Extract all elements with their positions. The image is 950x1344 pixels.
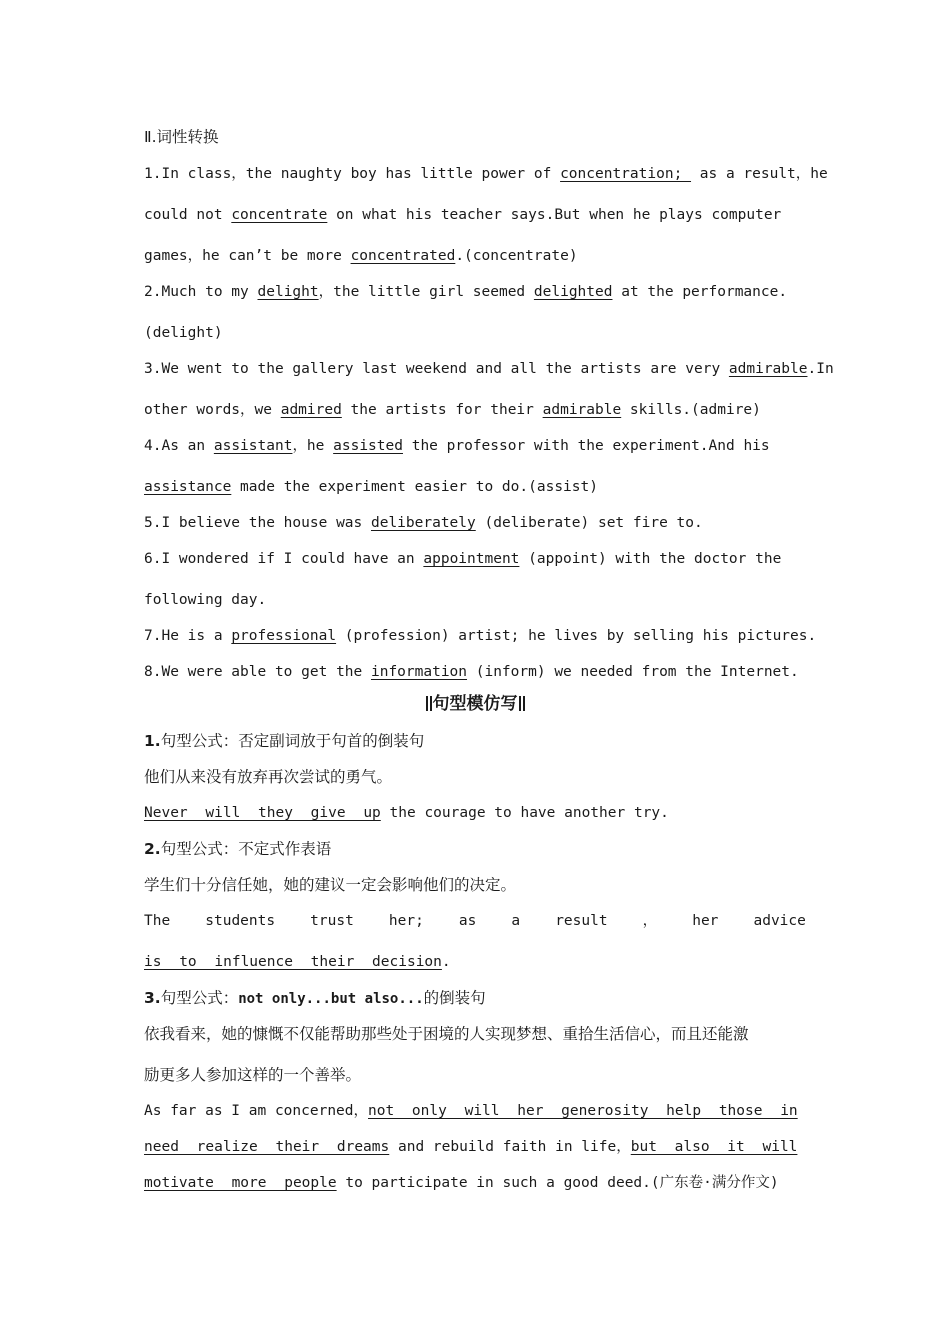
pattern3-formula xyxy=(144,988,486,1009)
word: as xyxy=(458,913,477,929)
q4-line-1 xyxy=(144,436,770,456)
section-ii-title: Ⅱ.词性转换 xyxy=(144,128,219,146)
q2-number: 2. xyxy=(144,284,162,300)
q4-answer-2: assisted xyxy=(333,438,403,454)
q4-answer-3: assistance xyxy=(144,479,232,495)
pattern3-formula-text: 的倒装句 xyxy=(423,989,486,1007)
heading-bar-left-2 xyxy=(430,696,432,711)
pattern1-formula xyxy=(144,731,424,751)
q2-line-1 xyxy=(144,282,787,302)
pattern3-answer-1: not only will her generosity help those in xyxy=(368,1103,798,1119)
pattern1-number: 1. xyxy=(144,732,161,750)
q1-text: as a result，he xyxy=(691,166,828,182)
q1-line-1 xyxy=(144,164,828,184)
word: result xyxy=(555,913,608,929)
pattern3-chinese-line-1: 依我看来，她的慷慨不仅能帮助那些处于困境的人实现梦想、重拾生活信心，而且还能激 xyxy=(144,1025,749,1043)
q6-line-2: following day. xyxy=(144,592,267,608)
pattern1-text: the courage to have another try. xyxy=(380,805,669,821)
pattern2-number: 2. xyxy=(144,840,161,858)
pattern3-english-line-1 xyxy=(144,1101,798,1121)
q4-line-2 xyxy=(144,477,598,497)
q7-line xyxy=(144,626,816,646)
word: students xyxy=(205,913,276,929)
pattern3-english-line-3 xyxy=(144,1173,779,1193)
pattern2-english-line-2 xyxy=(144,952,451,972)
q6-answer: appointment xyxy=(423,551,520,567)
q3-number: 3. xyxy=(144,361,162,377)
pattern1-answer: Never will they give up xyxy=(144,805,381,821)
pattern3-answer-3: but also it will xyxy=(630,1139,798,1155)
q1-text: .(concentrate) xyxy=(455,248,578,264)
word: her; xyxy=(388,913,424,929)
pattern2-formula xyxy=(144,839,331,859)
q1-text: could not xyxy=(144,207,232,223)
q7-number: 7. xyxy=(144,628,162,644)
q5-number: 5. xyxy=(144,515,162,531)
q2-text: Much to my xyxy=(161,284,258,300)
pattern3-answer-4: motivate more people xyxy=(144,1175,337,1191)
q3-answer-1: admirable xyxy=(728,361,808,377)
pattern3-number: 3. xyxy=(144,989,161,1007)
q3-text: skills.(admire) xyxy=(621,402,761,418)
pattern2-english-line-1 xyxy=(144,911,806,931)
q7-text: He is a xyxy=(161,628,232,644)
q5-line xyxy=(144,513,703,533)
pattern3-text: As far as I am concerned， xyxy=(144,1103,369,1119)
word: The xyxy=(144,913,171,929)
q6-text: I wondered if I could have an xyxy=(161,551,424,567)
q2-line-2: (delight) xyxy=(144,325,223,341)
q3-answer-3: admirable xyxy=(542,402,622,418)
q3-line-2 xyxy=(144,400,761,420)
word: ， xyxy=(642,913,658,929)
q4-text: made the experiment easier to do.(assist) xyxy=(231,479,598,495)
pattern3-formula-text: 句型公式： xyxy=(160,989,239,1007)
heading-bar-right xyxy=(519,696,521,711)
q1-line-3 xyxy=(144,246,578,266)
q4-text: the professor with the experiment.And his xyxy=(402,438,770,454)
word: a xyxy=(511,913,521,929)
q3-text: .In xyxy=(807,361,834,377)
pattern2-formula-text: 句型公式：不定式作表语 xyxy=(160,840,332,858)
q3-line-1 xyxy=(144,359,834,379)
q6-line-1 xyxy=(144,549,781,569)
q4-text: As an xyxy=(161,438,214,454)
q3-text: other words，we xyxy=(144,402,281,418)
q7-answer: professional xyxy=(231,628,337,644)
q7-text: (profession) artist; he lives by selling his pictures. xyxy=(336,628,817,644)
pattern3-answer-2: need realize their dreams xyxy=(144,1139,390,1155)
pattern2-answer: is to influence their decision xyxy=(144,954,442,970)
q5-answer: deliberately xyxy=(370,515,476,531)
q8-text: We were able to get the xyxy=(161,664,371,680)
q8-line xyxy=(144,662,799,682)
q1-line-2 xyxy=(144,205,781,225)
q4-answer-1: assistant xyxy=(213,438,293,454)
pattern2-text: . xyxy=(441,954,451,970)
q3-text: We went to the gallery last weekend and all the artists are very xyxy=(161,361,729,377)
section-heading xyxy=(0,693,950,715)
q1-text: on what his teacher says.But when he plays computer xyxy=(327,207,782,223)
q8-number: 8. xyxy=(144,664,162,680)
word: trust xyxy=(310,913,354,929)
pattern1-chinese: 他们从来没有放弃再次尝试的勇气。 xyxy=(144,768,393,786)
pattern2-chinese: 学生们十分信任她，她的建议一定会影响他们的决定。 xyxy=(144,876,517,894)
q2-text: at the performance. xyxy=(612,284,788,300)
q2-answer-2: delighted xyxy=(533,284,613,300)
pattern3-english-line-2 xyxy=(144,1137,797,1157)
section-heading-text: 句型模仿写 xyxy=(432,694,518,714)
pattern1-english xyxy=(144,803,669,823)
word: advice xyxy=(753,913,806,929)
q1-answer-3: concentrated xyxy=(350,248,456,264)
q2-answer-1: delight xyxy=(257,284,319,300)
q8-answer: information xyxy=(370,664,468,680)
heading-bar-right-2 xyxy=(523,696,525,711)
pattern3-chinese-line-2: 励更多人参加这样的一个善举。 xyxy=(144,1066,362,1084)
q1-text: games，he can’t be more xyxy=(144,248,351,264)
heading-bar-left xyxy=(426,696,428,711)
pattern3-formula-english: not only...but also... xyxy=(238,991,424,1007)
q6-text: (appoint) with the doctor the xyxy=(519,551,782,567)
q1-answer-2: concentrate xyxy=(231,207,328,223)
q6-number: 6. xyxy=(144,551,162,567)
q2-text: ，the little girl seemed xyxy=(318,284,534,300)
pattern1-formula-text: 句型公式：否定副词放于句首的倒装句 xyxy=(160,732,425,750)
q8-text: (inform) we needed from the Internet. xyxy=(467,664,799,680)
q1-answer-1: concentration; xyxy=(560,166,692,182)
pattern3-text: and rebuild faith in life， xyxy=(389,1139,631,1155)
q3-text: the artists for their xyxy=(341,402,543,418)
q1-number: 1. xyxy=(144,166,162,182)
pattern3-text: to participate in such a good deed.(广东卷·满分作文) xyxy=(336,1175,779,1191)
q3-answer-2: admired xyxy=(280,402,342,418)
q4-number: 4. xyxy=(144,438,162,454)
q5-text: (deliberate) set fire to. xyxy=(475,515,703,531)
q5-text: I believe the house was xyxy=(161,515,371,531)
q4-text: ，he xyxy=(292,438,334,454)
q1-text: In class，the naughty boy has little power of xyxy=(161,166,561,182)
word: her xyxy=(692,913,719,929)
